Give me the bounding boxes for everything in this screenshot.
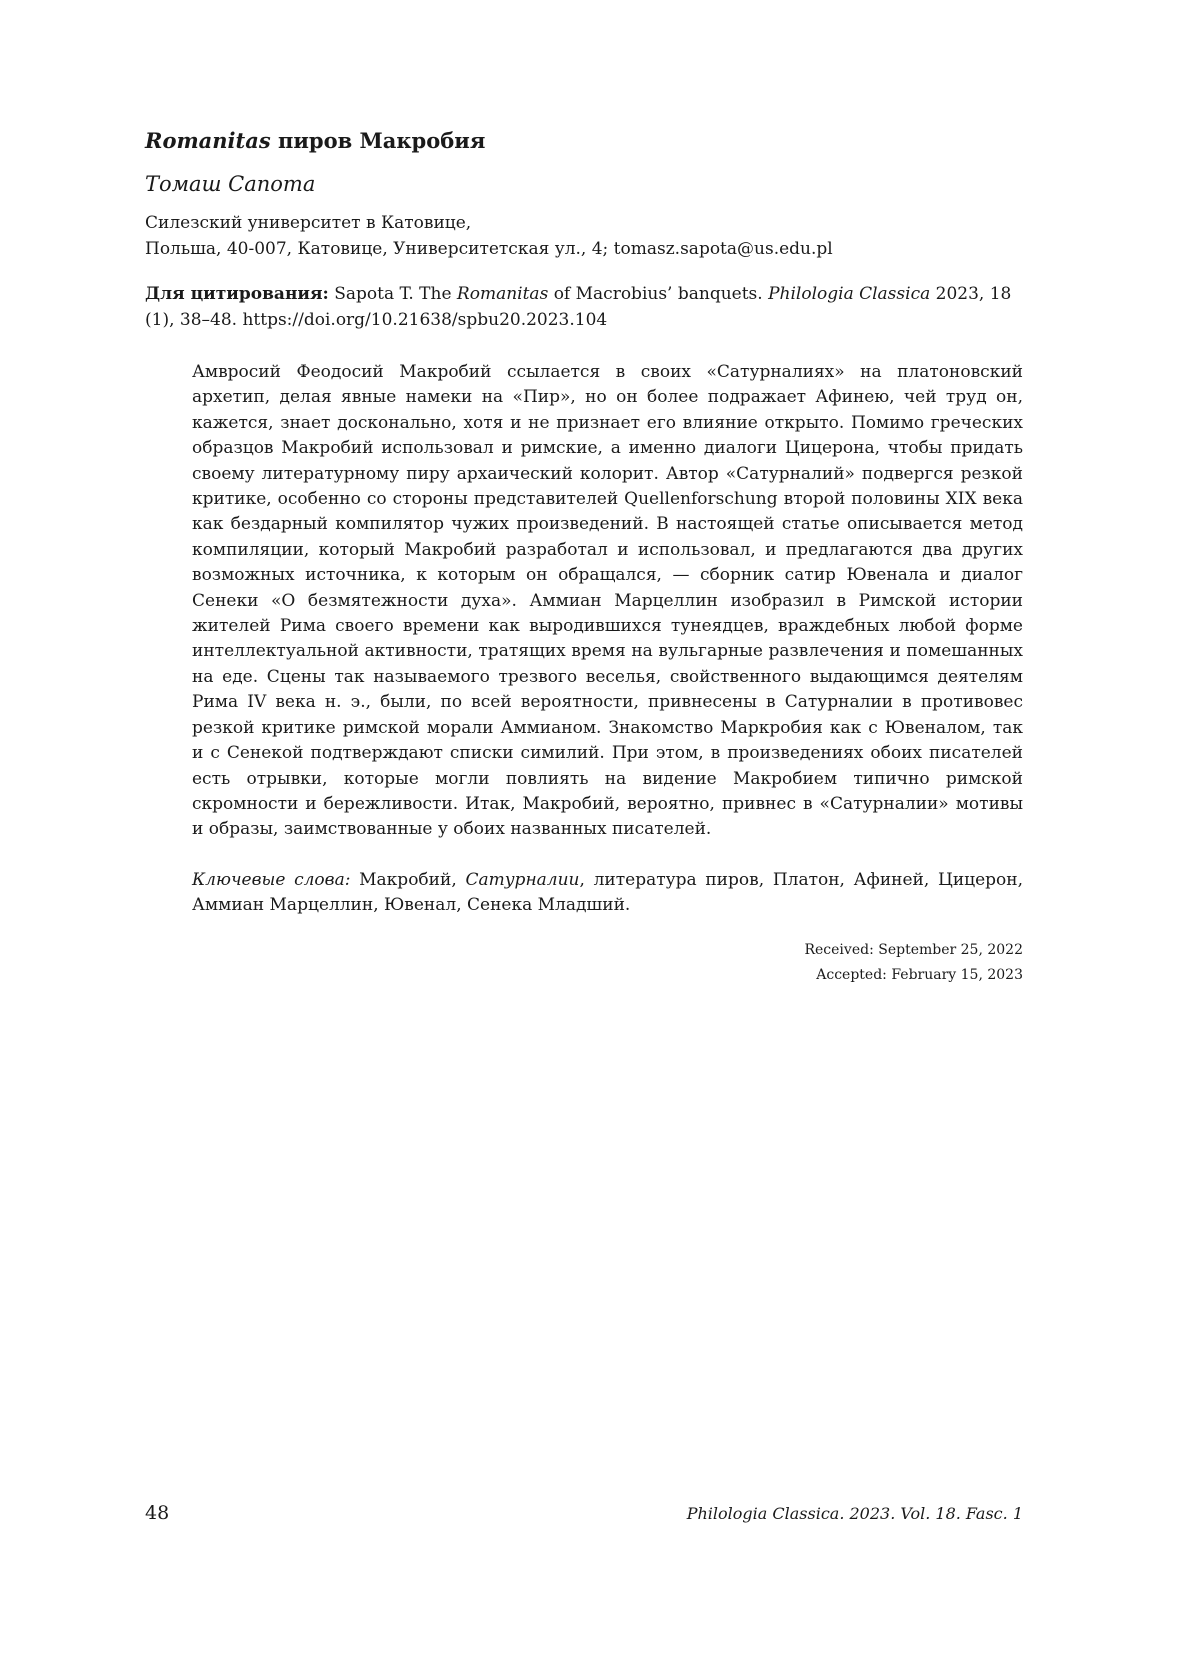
running-footer: Philologia Classica. 2023. Vol. 18. Fasc. 1 xyxy=(686,1504,1023,1523)
keywords xyxy=(192,868,1023,919)
article-title xyxy=(145,128,485,153)
citation-part-1: Sapota T. The xyxy=(328,284,457,304)
affiliation xyxy=(145,210,833,262)
citation-label: Для цитирования: xyxy=(145,284,329,304)
submission-dates xyxy=(804,938,1023,988)
citation xyxy=(145,281,1023,333)
citation-italic-title: Romanitas xyxy=(456,284,549,304)
page-number: 48 xyxy=(145,1502,170,1524)
keywords-part-2: , литература пиров, Платон, Афиней, Цицерон, Аммиан Марцеллин, Ювенал, Сенека Младший. xyxy=(192,870,1023,916)
keywords-part-1: Макробий, xyxy=(350,870,466,890)
affiliation-line-1: Силезский университет в Катовице, xyxy=(145,213,472,233)
affiliation-line-2: Польша, 40-007, Катовице, Университетская ул., 4; tomasz.sapota@us.edu.pl xyxy=(145,239,833,259)
keywords-label: Ключевые слова: xyxy=(192,870,351,890)
article-title-italic: Romanitas xyxy=(145,128,271,153)
accepted-date: Accepted: February 15, 2023 xyxy=(816,967,1023,983)
abstract: Амвросий Феодосий Макробий ссылается в своих «Сатурналиях» на платоновский архетип, делая явные намеки на «Пир», но он более подражает Афинею, чей труд он, кажется, знает досконально, хотя и не признает его влияние открыто. Помимо греческих образцов Макробий использовал и римские, а именно диалоги Цицерона, чтобы придать своему литературному пиру архаический колорит. Автор «Сатурналий» подвергся резкой критике, особенно со стороны представителей Quellenforschung второй половины XIX века как бездарный компилятор чужих произведений. В настоящей статье описывается метод компиляции, который Макробий разработал и использовал, и предлагаются два других возможных источника, к которым он обращался, — сборник сатир Ювенала и диалог Сенеки «О безмятежности духа». Аммиан Марцеллин изобразил в Римской истории жителей Рима своего времени как выродившихся тунеядцев, враждебных любой форме интеллектуальной активности, тратящих время на вульгарные развлечения и помешанных на еде. Сцены так называемого трезвого веселья, свойственного выдающимся деятелям Рима IV века н. э., были, по всей вероятности, привнесены в Сатурналии в противовес резкой критике римской морали Аммианом. Знакомство Маркробия как с Ювеналом, так и с Сенекой подтверждают списки симилий. При этом, в произведениях обоих писателей есть отрывки, которые могли повлиять на видение Макробием типично римской скромности и бережливости. Итак, Макробий, вероятно, привнес в «Сатурналии» мотивы и образы, заимствованные у обоих названных писателей. xyxy=(192,362,1023,840)
keywords-italic: Сатурналии xyxy=(465,870,580,890)
citation-part-3: 2023, 18 (1), 38–48. https://doi.org/10.21638/spbu20.2023.104 xyxy=(145,284,1012,330)
author-name: Томаш Сапота xyxy=(145,172,316,196)
received-date: Received: September 25, 2022 xyxy=(804,942,1023,958)
citation-part-2: of Macrobius’ banquets. xyxy=(548,284,769,304)
citation-journal: Philologia Classica xyxy=(768,284,931,304)
article-title-rest: пиров Макробия xyxy=(270,128,486,153)
